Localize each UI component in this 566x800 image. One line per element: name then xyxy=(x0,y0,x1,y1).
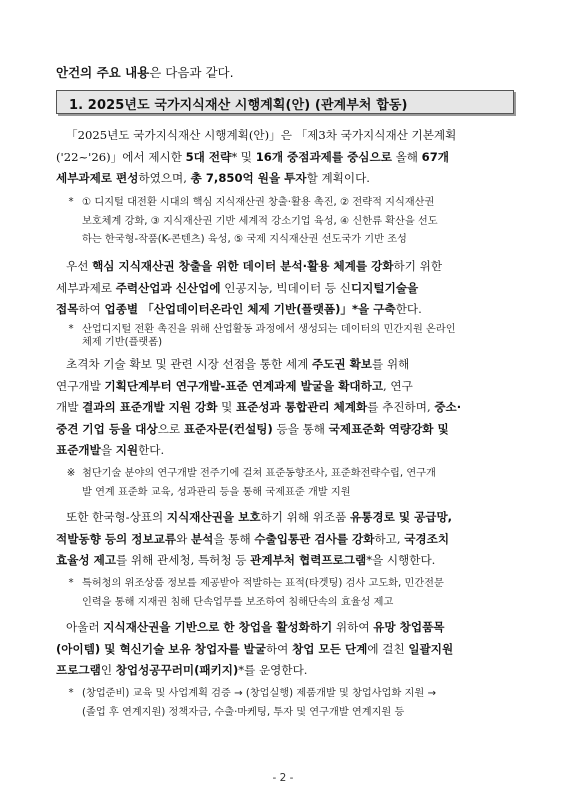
text-run: 프로그램 xyxy=(56,663,101,677)
paragraph-line xyxy=(56,550,518,572)
text-run: ① 디지털 대전환 시대의 핵심 지식재산권 창출·활용 촉진, ② 전략적 지식재산권 xyxy=(82,197,435,208)
text-run: 초격차 기술 확보 및 관련 시장 선점을 통한 세계 xyxy=(66,357,312,371)
text-run: 를 위해 xyxy=(372,357,410,371)
section-title: 1. 2025년도 국가지식재산 시행계획(안) (관계부처 합동) xyxy=(69,98,408,113)
text-run: 업종별 「산업데이터온라인 체제 기반(플랫폼)」*을 구축 xyxy=(104,302,396,316)
text-run: 적발동향 등의 정보교류 xyxy=(56,531,177,546)
text-run: 유통경로 및 공급망, xyxy=(350,510,453,524)
text-run: 중소· xyxy=(434,400,462,414)
text-run: 「2025년도 국가지식재산 시행계획(안)」은 「제3차 국가지식재산 기본계획 xyxy=(66,128,457,142)
paragraph-line xyxy=(56,397,518,419)
paragraph-line xyxy=(56,660,518,682)
text-run: 인공지능, 빅데이터 등 신 xyxy=(220,280,351,295)
paragraph-line xyxy=(56,354,518,376)
text-run: 유망 창업품목 xyxy=(373,620,445,634)
note-line: (졸업 후 연계지원) 정책자금, 수출·마케팅, 투자 및 연구개발 연계지원 등 xyxy=(82,706,405,718)
text-run: 지원 xyxy=(115,443,139,457)
text-run: 총 7,850억 원을 투자 xyxy=(190,171,307,185)
text-run: * 및 xyxy=(231,149,256,164)
text-run: 국경조치 xyxy=(404,531,450,546)
text-run: 하기 위해 위조품 xyxy=(260,510,350,524)
text-run: 창업 모든 단계 xyxy=(292,641,368,656)
paragraph-3 xyxy=(56,354,518,462)
paragraph-1 xyxy=(56,125,518,190)
text-run: 를 위해 관세청, 특허청 등 xyxy=(116,553,251,567)
text-run: 할 계획이다. xyxy=(306,171,370,185)
text-run: 67개 xyxy=(421,149,450,164)
paragraph-line xyxy=(56,617,518,639)
note-mark: ※ xyxy=(66,468,76,479)
paragraph-line xyxy=(56,147,518,169)
text-run: 올해 xyxy=(391,149,422,164)
text-run: 우선 xyxy=(66,259,93,273)
text-run: 관계부처 협력프로그램 xyxy=(250,553,367,567)
text-run: 16개 중점과제를 중심으로 xyxy=(255,149,392,164)
footnote-1 xyxy=(60,194,516,250)
text-run: 디지털기술을 xyxy=(350,280,419,295)
text-run: 을 통해 xyxy=(213,531,255,546)
text-run: 및 xyxy=(217,400,236,414)
intro-rest: 은 다음과 같다. xyxy=(149,65,234,80)
text-run: 와 xyxy=(176,531,191,546)
text-run: *을 시행한다. xyxy=(366,553,436,567)
paragraph-line xyxy=(56,440,518,462)
text-run: 아울러 xyxy=(66,620,104,634)
text-run: 표준자문(컨설팅) xyxy=(183,421,273,436)
paragraph-line xyxy=(56,125,518,147)
text-run: 접목 xyxy=(56,302,79,316)
text-run: 주도권 확보 xyxy=(311,357,373,371)
paragraph-line xyxy=(56,256,518,278)
note-line: 발 연계 표준화 교육, 성과관리 등을 통해 국제표준 개발 지원 xyxy=(82,486,351,498)
note-line: 인력을 통해 지재권 침해 단속업무를 보조하여 침해단속의 효율성 제고 xyxy=(82,596,394,608)
page-number: - 2 - xyxy=(272,772,294,784)
text-run: 창업성공꾸러미(패키지) xyxy=(115,663,239,677)
paragraph-2 xyxy=(56,256,518,321)
text-run: 연구개발 xyxy=(56,378,105,393)
text-run: 핵심 지식재산권 창출을 위한 데이터 분석·활용 체계를 강화 xyxy=(92,259,394,273)
text-run: 결과의 표준개발 지원 강화 xyxy=(82,400,218,414)
paragraph-line xyxy=(56,168,518,190)
text-run: 지식재산권을 기반으로 한 창업을 활성화하기 xyxy=(103,620,333,634)
footnote-4 xyxy=(60,575,516,612)
text-run: 세부과제로 xyxy=(56,280,116,295)
note-line: 체제 기반(플랫폼) xyxy=(82,337,163,348)
text-run: 인 xyxy=(100,663,116,677)
text-run: 하기 위한 xyxy=(393,259,443,273)
text-run: 표준개발 xyxy=(56,443,101,457)
paragraph-line xyxy=(56,507,518,529)
text-run: (아이템) 및 혁신기술 보유 창업자를 발굴 xyxy=(56,641,266,656)
text-run: 5대 전략 xyxy=(185,149,232,164)
text-run: 한다. xyxy=(138,443,165,457)
text-run: 를 추진하며, xyxy=(367,400,435,414)
text-run: 개발 xyxy=(56,400,83,414)
text-run: 특허청의 위조상품 정보를 제공받아 적발하는 표적(타겟팅) 검사 고도화, 민간전문 xyxy=(82,578,444,589)
footnote-2 xyxy=(60,323,516,349)
text-run: , 연구 xyxy=(383,378,413,393)
paragraph-line xyxy=(56,639,518,661)
text-run: (창업준비) 교육 및 사업계획 검증 → (창업실행) 제품개발 및 창업사업화 지원 → xyxy=(82,688,436,699)
text-run: 위하여 xyxy=(332,620,374,634)
text-run: 하였으며, xyxy=(138,171,191,185)
text-run: 주력산업과 신산업에 xyxy=(115,280,221,295)
intro-bold: 안건의 주요 내용 xyxy=(56,65,150,80)
note-mark: * xyxy=(68,197,74,208)
paragraph-line xyxy=(56,419,518,441)
text-run: 한다. xyxy=(395,302,422,316)
footnote-5 xyxy=(60,685,516,722)
footnote-3 xyxy=(60,465,516,502)
note-mark: * xyxy=(68,688,74,699)
text-run: 산업디지털 전환 촉진을 위해 산업활동 과정에서 생성되는 데이터의 민간지원 온라인 xyxy=(82,324,456,335)
text-run: 을 xyxy=(100,443,116,457)
text-run: 에 걸친 xyxy=(367,641,409,656)
note-line: 보호체계 강화, ③ 지식재산권 기반 세계적 강소기업 육성, ④ 신한류 확산을 선도 xyxy=(82,215,438,227)
text-run: 국제표준화 역량강화 및 xyxy=(328,421,449,436)
note-mark: * xyxy=(68,324,74,335)
text-run: 표준성과 통합관리 체계화 xyxy=(235,400,368,414)
text-run: 첨단기술 분야의 연구개발 전주기에 걸쳐 표준동향조사, 표준화전략수립, 연구개 xyxy=(82,468,436,479)
text-run: 수출입통관 검사를 강화 xyxy=(254,531,375,546)
paragraph-line xyxy=(56,529,518,551)
paragraph-4 xyxy=(56,507,518,572)
paragraph-line xyxy=(56,278,518,300)
text-run: ('22~'26)」에서 제시한 xyxy=(56,149,186,164)
paragraph-line xyxy=(56,376,518,398)
paragraph-5 xyxy=(56,617,518,682)
text-run: 효율성 제고 xyxy=(56,553,117,567)
text-run: 기획단계부터 연구개발-표준 연계과제 발굴을 확대하고 xyxy=(104,378,384,393)
text-run: 등을 통해 xyxy=(272,421,329,436)
text-run: 세부과제로 편성 xyxy=(56,171,139,185)
note-line: 하는 한국형-작품(K-콘텐츠) 육성, ⑤ 국제 지식재산권 선도국가 기반 조성 xyxy=(82,234,407,245)
text-run: 분석 xyxy=(190,531,214,546)
text-run: 으로 xyxy=(157,421,184,436)
text-run: 하여 xyxy=(78,302,105,316)
text-run: *를 운영한다. xyxy=(238,663,308,677)
text-run: 지식재산권을 보호 xyxy=(166,510,261,524)
note-mark: * xyxy=(68,578,74,589)
text-run: 중견 기업 등을 대상 xyxy=(56,421,158,436)
section-header-box xyxy=(56,90,514,114)
intro-line xyxy=(56,64,234,82)
text-run: 또한 한국형-상표의 xyxy=(66,510,167,524)
text-run: 일괄지원 xyxy=(408,641,454,656)
paragraph-line xyxy=(56,299,518,321)
text-run: 하고, xyxy=(374,531,405,546)
text-run: 하여 xyxy=(265,641,293,656)
